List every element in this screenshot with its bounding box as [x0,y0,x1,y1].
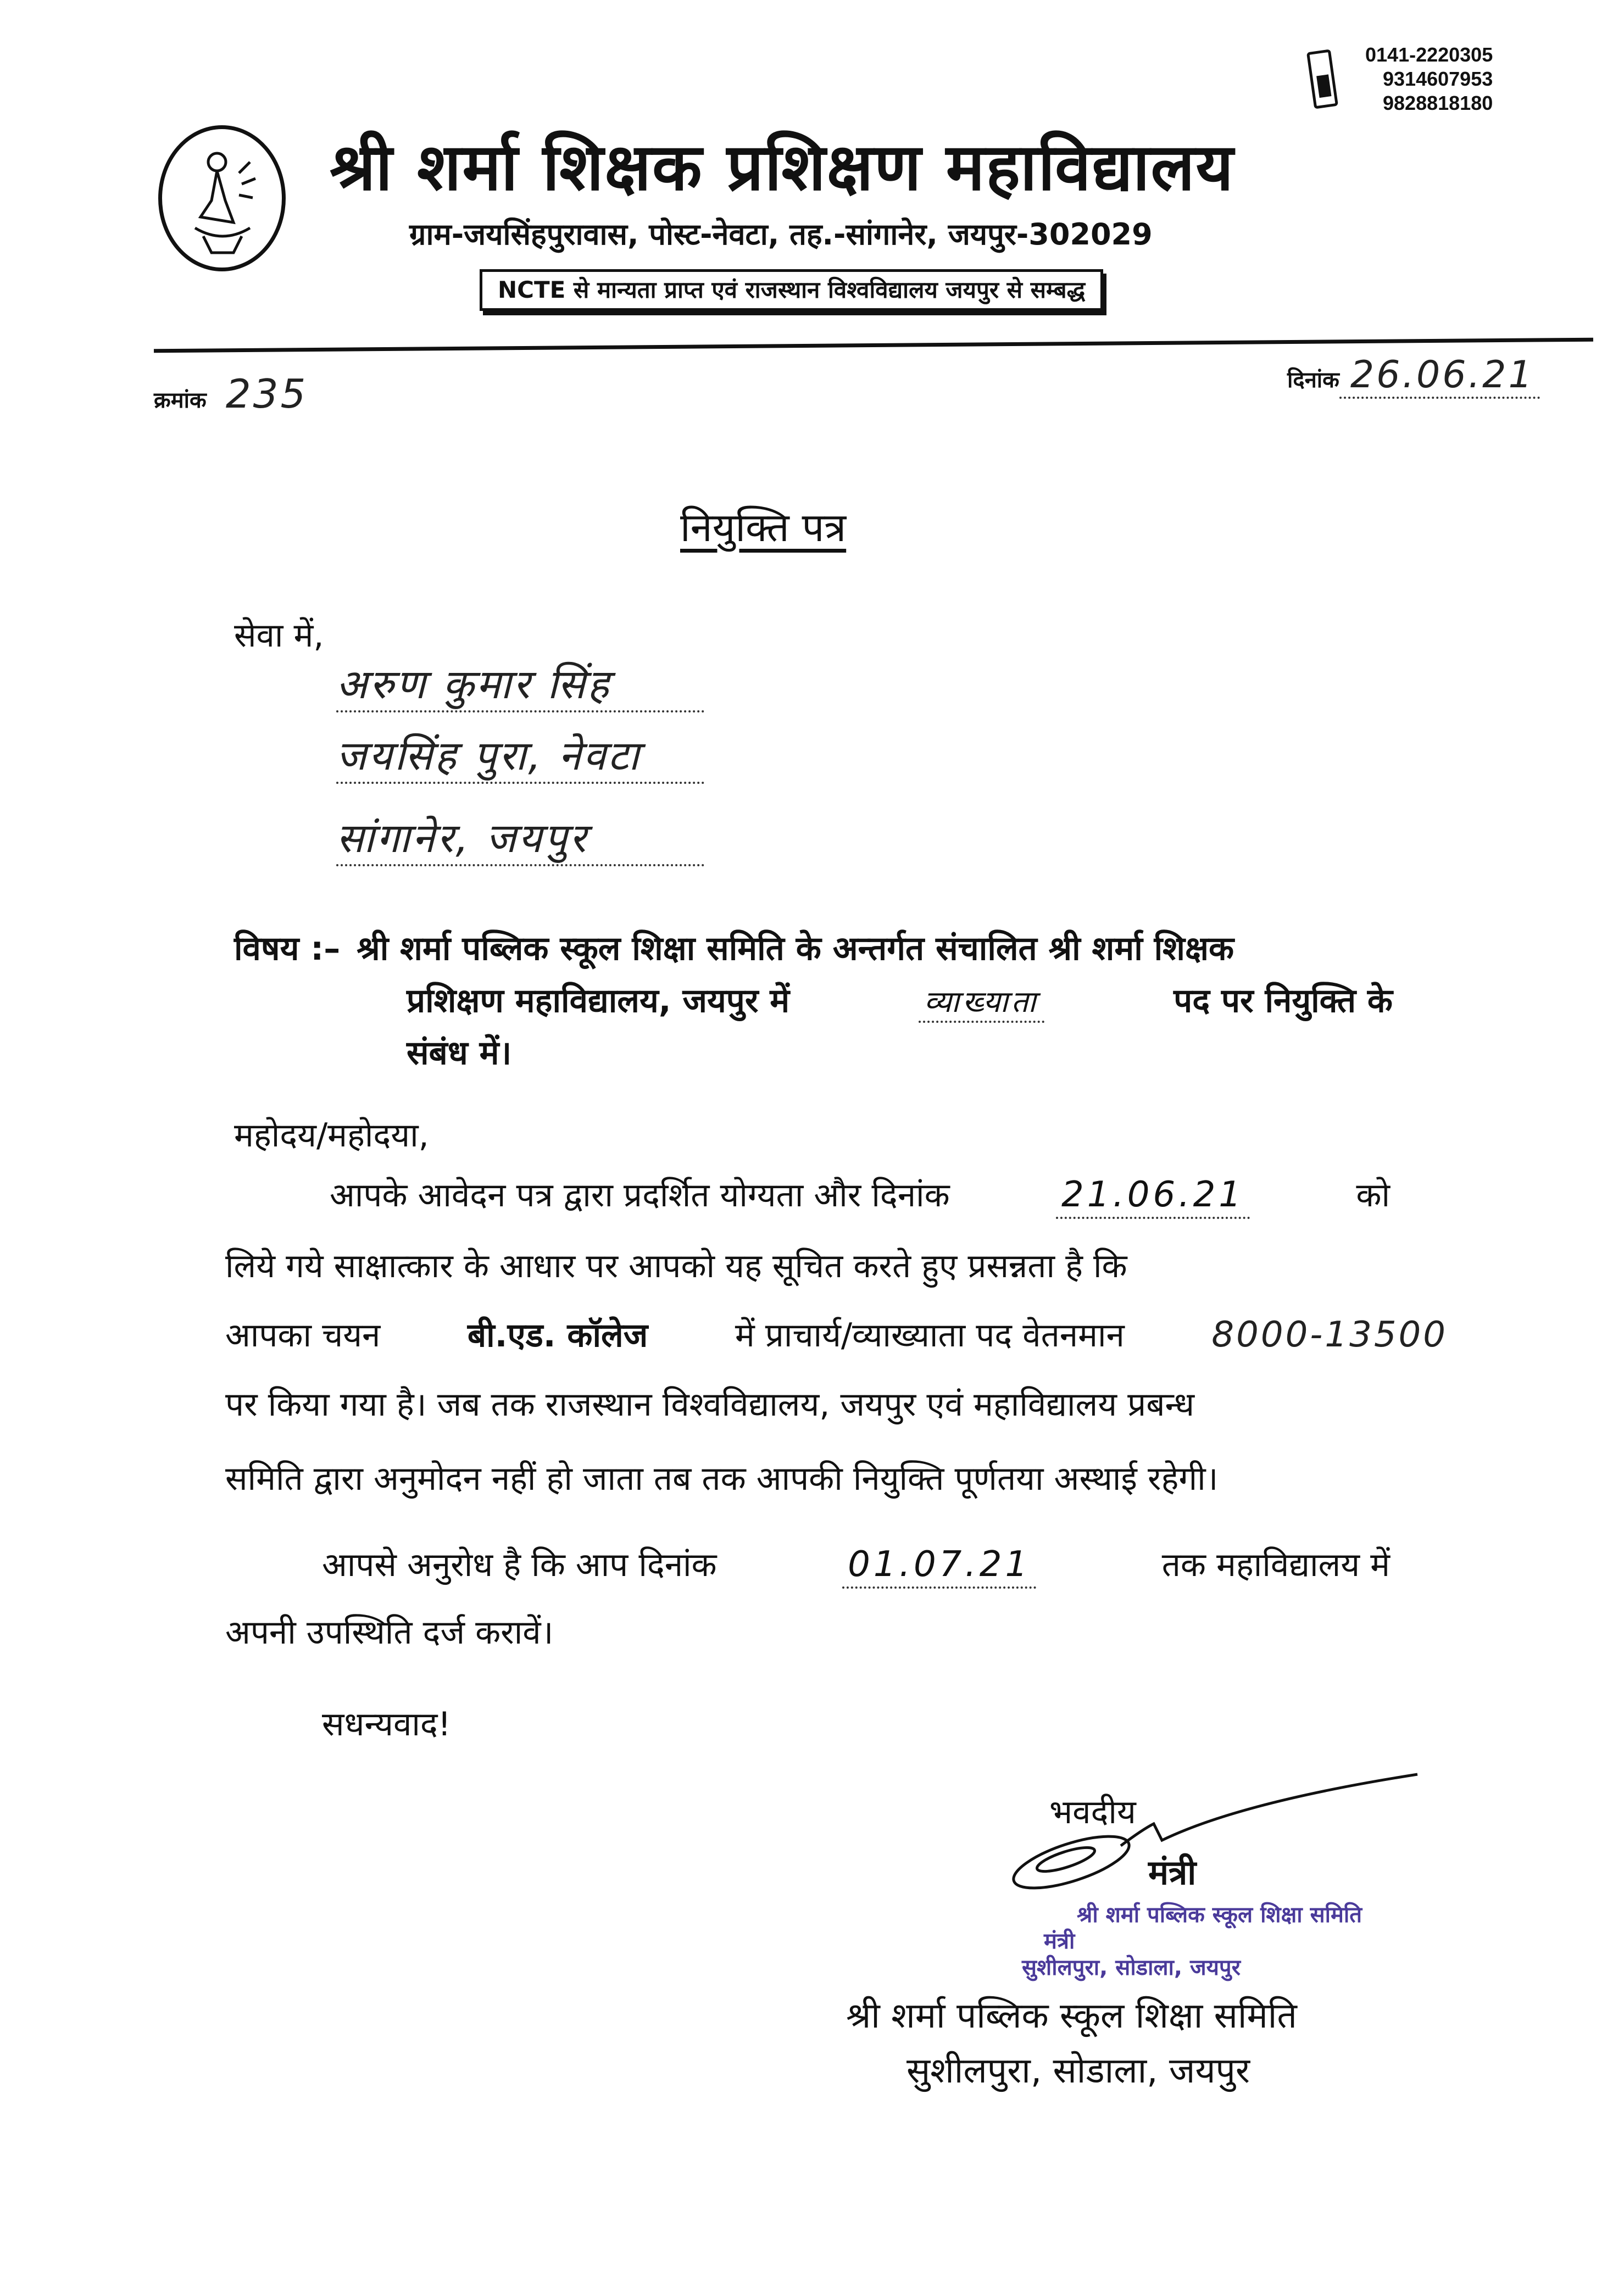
official-stamp [1011,1902,1362,1981]
para1-text: को [1356,1176,1390,1215]
recipient-label: सेवा में, [234,616,324,655]
recipient-name: अरुण कुमार सिंह [336,659,704,712]
pay-scale: 8000-13500 [1211,1315,1448,1355]
college-name: श्री शर्मा शिक्षक प्रशिक्षण महाविद्यालय [330,129,1234,205]
stamp-line-3: सुशीलपुरा, सोडाला, जयपुर [1022,1955,1241,1980]
salutation: महोदय/महोदया, [234,1116,429,1155]
recipient-address-1: जयसिंह पुरा, नेवटा [336,731,704,784]
college-address: ग्राम-जयसिंहपुरावास, पोस्ट-नेवटा, तह.-सांगानेर, जयपुर-302029 [409,217,1153,252]
subject-text-2b: पद पर नियुक्ति के [1173,982,1393,1020]
para2-line-2: अपनी उपस्थिति दर्ज करावें। [225,1613,554,1652]
para1-line-4 [225,1384,1390,1426]
para1-line-5 [225,1458,1390,1500]
ref-value: 235 [225,371,308,417]
subject-line-1 [234,928,1410,970]
interview-date: 21.06.21 [1056,1173,1250,1219]
phone-2: 9314607953 [1383,68,1493,90]
recipient-address-2: सांगानेर, जयपुर [336,813,704,866]
para1-text: आपके आवेदन पत्र द्वारा प्रदर्शित योग्यता और दिनांक [330,1176,950,1215]
closing: सधन्यवाद! [322,1705,451,1744]
stamp-line-1: श्री शर्मा पब्लिक स्कूल शिक्षा समिति [1077,1902,1362,1928]
subject-label: विषय :– [234,929,341,968]
para1-text: आपका चयन [225,1316,381,1355]
signatory-organization: श्री शर्मा पब्लिक स्कूल शिक्षा समिति [846,1996,1297,2036]
para1-text: समिति द्वारा अनुमोदन नहीं हो जाता तब तक आपकी नियुक्ति पूर्णतया अस्थाई रहेगी। [225,1460,1219,1498]
para2-line-1 [322,1543,1390,1589]
subject-post: व्याख्याता [919,983,1044,1023]
header-divider [154,338,1593,353]
subject-text-1: श्री शर्मा पब्लिक स्कूल शिक्षा समिति के अन्तर्गत संचालित श्री शर्मा शिक्षक [357,929,1234,968]
stamp-line-2: मंत्री [1044,1929,1075,1954]
para2-text: आपसे अनुरोध है कि आप दिनांक [322,1546,717,1584]
affiliation-box: NCTE से मान्यता प्राप्त एवं राजस्थान विश्वविद्यालय जयपुर से सम्बद्ध [480,269,1103,311]
letter-heading: नियुक्ति पत्र [680,504,847,550]
saraswati-emblem-icon [179,140,266,261]
para2-text: तक महाविद्यालय में [1161,1546,1390,1584]
reference-number [154,369,308,419]
subject-line-2 [407,981,1393,1023]
para1-text: लिये गये साक्षात्कार के आधार पर आपको यह सूचित करते हुए प्रसन्नता है कि [225,1247,1127,1285]
para1-text: पर किया गया है। जब तक राजस्थान विश्वविद्यालय, जयपुर एवं महाविद्यालय प्रबन्ध [225,1385,1195,1424]
signatory-address: सुशीलपुरा, सोडाला, जयपुर [906,2051,1250,2091]
designation: मंत्री [1148,1852,1197,1892]
ref-label: क्रमांक [154,388,207,413]
yours-faithfully: भवदीय [1049,1793,1136,1831]
subject-text-2a: प्रशिक्षण महाविद्यालय, जयपुर में [407,982,790,1020]
para1-text: में प्राचार्य/व्याख्याता पद वेतनमान [735,1316,1125,1355]
letter-date [1287,352,1540,398]
college-logo [158,125,286,271]
phone-3: 9828818180 [1383,92,1493,114]
signature-scribble [1011,1769,1450,1890]
selected-college: बी.एड. कॉलेज [467,1316,648,1355]
phone-numbers [1365,43,1493,115]
subject-line-3: संबंध में। [407,1034,512,1072]
phone-1: 0141-2220305 [1365,43,1493,66]
date-value: 26.06.21 [1339,353,1540,399]
joining-date: 01.07.21 [842,1543,1036,1589]
phone-icon [1306,49,1338,109]
para1-line-2 [225,1246,1390,1287]
para1-line-3 [225,1313,1448,1357]
para1-line-1 [330,1173,1390,1219]
date-label: दिनांक [1287,368,1339,393]
